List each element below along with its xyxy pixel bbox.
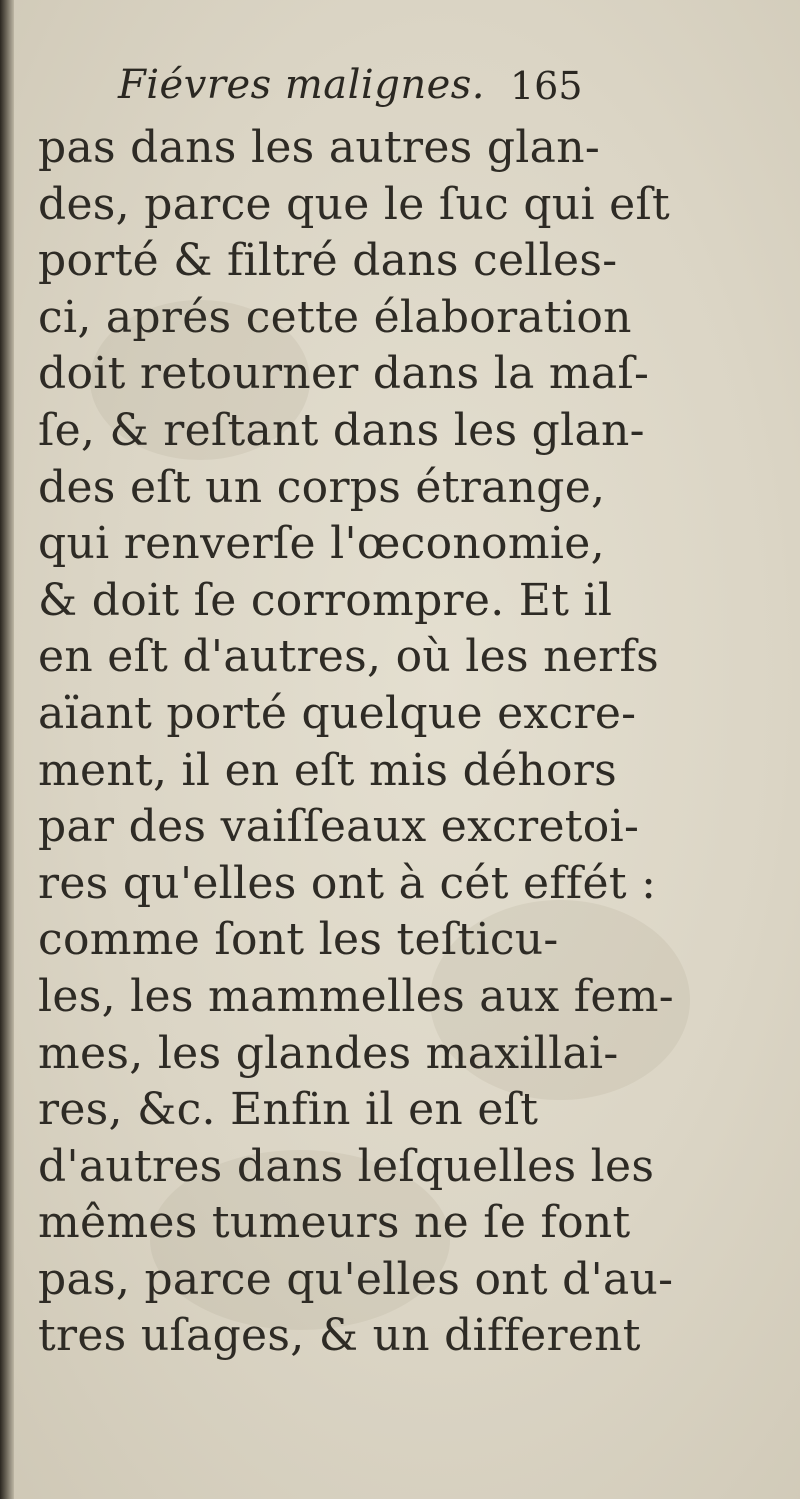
text-line: tres uſages, & un different	[38, 1310, 641, 1362]
text-line: ci, aprés cette élaboration	[38, 291, 632, 343]
page-number: 165	[510, 64, 583, 108]
text-line: pas, parce qu'elles ont d'au-	[38, 1253, 674, 1305]
text-line: qui renverſe l'œconomie,	[38, 518, 605, 570]
text-line: en eſt d'autres, où les nerfs	[38, 631, 659, 683]
text-line: porté & filtré dans celles-	[38, 235, 618, 287]
running-head	[118, 62, 658, 118]
text-line: & doit ſe corrompre. Et il	[38, 574, 613, 626]
text-line: res, &c. Enfin il en eſt	[38, 1084, 539, 1136]
body-text	[38, 120, 678, 1365]
text-line: pas dans les autres glan-	[38, 122, 601, 173]
text-line: doit retourner dans la maſ-	[38, 348, 650, 400]
text-line: les, les mammelles aux fem-	[38, 970, 674, 1022]
text-line: ment, il en eſt mis déhors	[38, 744, 618, 796]
text-line: comme ſont les teſticu-	[38, 914, 559, 966]
text-line: par des vaiſſeaux excretoi-	[38, 801, 640, 853]
text-line: ſe, & reſtant dans les glan-	[38, 404, 645, 456]
text-line: d'autres dans leſquelles les	[38, 1140, 655, 1192]
running-head-title: Fiévres malignes.	[118, 62, 485, 108]
text-line: mêmes tumeurs ne ſe font	[38, 1197, 631, 1249]
text-line: mes, les glandes maxillai-	[38, 1027, 619, 1079]
text-line: des, parce que le ſuc qui eſt	[38, 178, 671, 230]
text-line: aïant porté quelque excre-	[38, 687, 637, 739]
page-gutter-shadow	[0, 0, 14, 1499]
text-line: des eſt un corps étrange,	[38, 461, 606, 513]
text-line: res qu'elles ont à cét effét :	[38, 857, 657, 909]
